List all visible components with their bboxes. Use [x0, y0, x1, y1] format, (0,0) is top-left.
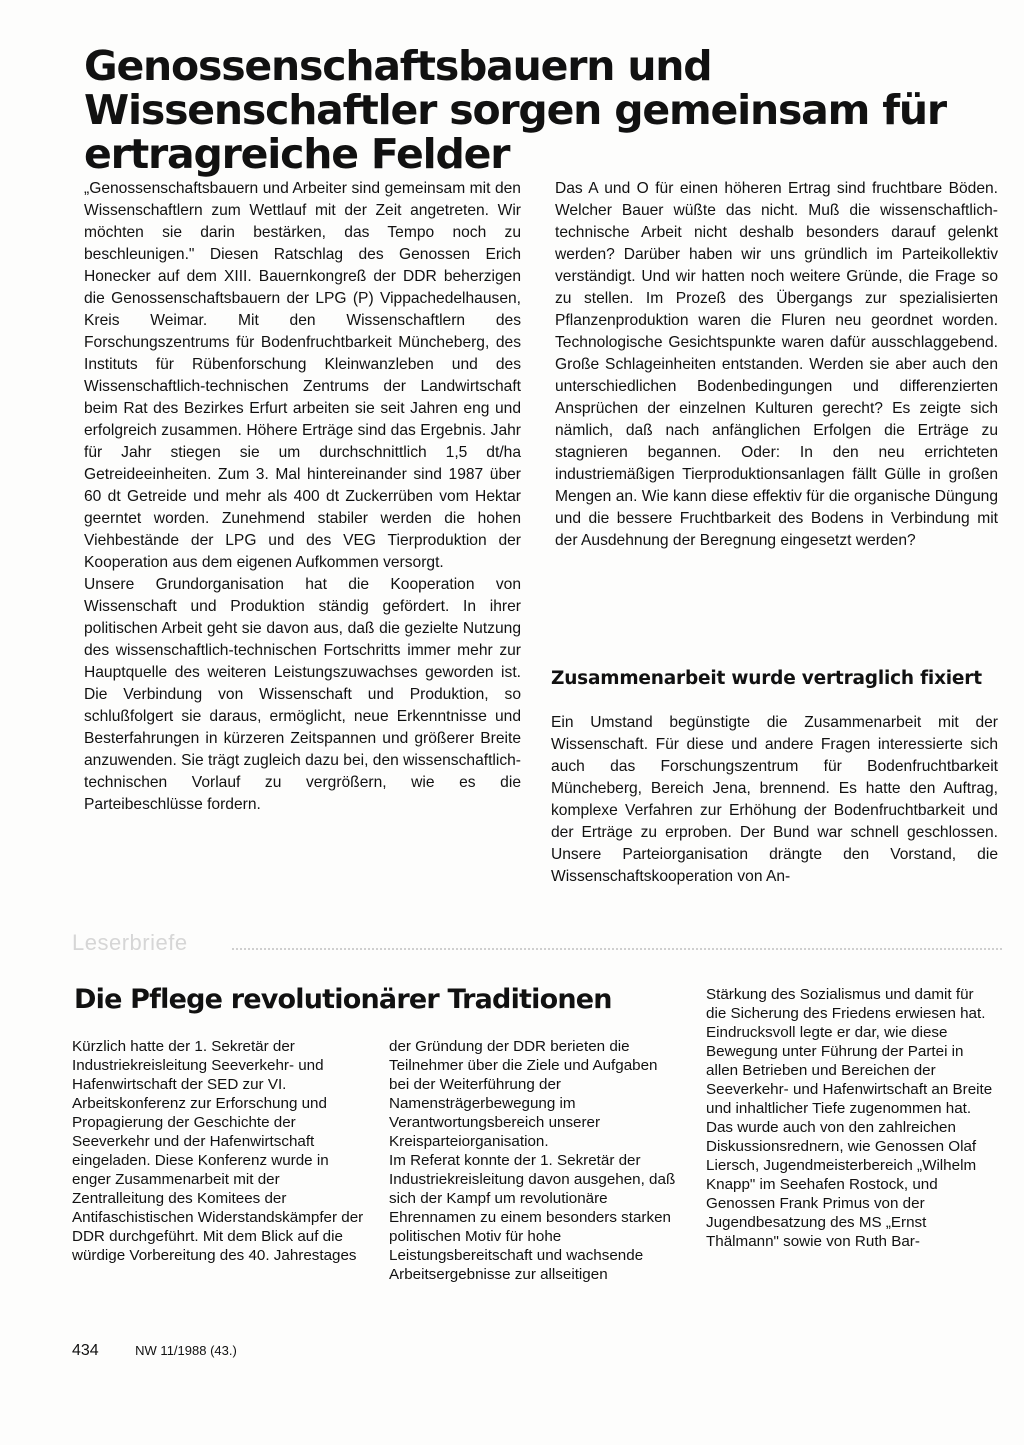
article-column-1 — [84, 178, 521, 816]
paragraph: Im Referat konnte der 1. Sekretär der Industriekreisleitung davon ausgehen, daß sich der Kampf um revolutionäre Ehrennamen zu einem besonders starken politischen Motiv für hohe Leistungsbereitschaft und wachsende Arbeitsergebnisse zur allseitigen — [389, 1152, 676, 1283]
paragraph: „Genossenschaftsbauern und Arbeiter sind gemeinsam mit den Wissenschaftlern zum Wettlauf mit der Zeit angetreten. Wir möchten sie darin bestärken, das Tempo noch zu beschleunigen." Diesen Ratschlag des Genossen Erich Honecker auf dem XIII. Bauernkongreß der DDR beherzigen die Genossenschaftsbauern der LPG (P) Vippachedelhausen, Kreis Weimar. Mit den Wissenschaftlern des Forschungszentrums für Bodenfruchtbarkeit Müncheberg, des Instituts für Rübenforschung Kleinwanzleben und des Wissenschaftlich-technischen Zentrums der Landwirtschaft beim Rat des Bezirkes Erfurt arbeiten sie seit Jahren eng und erfolgreich zusammen. Höhere Erträge sind das Ergebnis. Jahr für Jahr stiegen sie um durchschnittlich 1,5 dt/ha Getreideeinheiten. Zum 3. Mal hintereinander sind 1987 über 60 dt Getreide und mehr als 400 dt Zuckerrüben vom Hektar geerntet worden. Zunehmend stabiler werden die hohen Viehbestände der LPG und des VEG Tierproduktion der Kooperation aus dem eigenen Aufkommen versorgt. — [84, 180, 521, 571]
paragraph: Das wurde auch von den zahlreichen Diskussionsrednern, wie Genossen Olaf Liersch, Jugendmeisterbereich „Wilhelm Knapp" im Seehafen Rostock, und Genossen Frank Primus von der Jugendbesatzung des MS „Ernst Thälmann" sowie von Ruth Bar- — [706, 1119, 977, 1250]
article-subheadline: Zusammenarbeit wurde vertraglich fixiert — [551, 668, 982, 689]
paragraph: Ein Umstand begünstigte die Zusammenarbeit mit der Wissenschaft. Für diese und andere Fragen interessierte sich auch das Forschungszentrum für Bodenfruchtbarkeit Müncheberg, Bereich Jena, brennend. Es hatte den Auftrag, komplexe Verfahren zur Erhöhung der Bodenfruchtbarkeit und der Erträge zu erproben. Der Bund war schnell geschlossen. Unsere Parteiorganisation drängte den Vorstand, die Wissenschaftskooperation von An- — [551, 714, 998, 885]
article-column-2-continued — [551, 712, 998, 888]
letter-headline: Die Pflege revolutionärer Traditionen — [74, 984, 612, 1015]
paragraph: Stärkung des Sozialismus und damit für die Sicherung des Friedens erwiesen hat. Eindrucksvoll legte er dar, wie diese Bewegung unter Führung der Partei in allen Betrieben und Bereichen der Seeverkehr- und Hafenwirtschaft an Breite und inhaltlicher Tiefe zugenommen hat. — [706, 986, 993, 1117]
article-headline: Genossenschaftsbauern und Wissenschaftler sorgen gemeinsam für ertragreiche Felder — [84, 42, 946, 178]
paragraph: Unsere Grundorganisation hat die Kooperation von Wissenschaft und Produktion ständig gefördert. In ihrer politischen Arbeit geht sie davon aus, daß die gezielte Nutzung des wissenschaftlich-technischen Fortschritts immer mehr zur Hauptquelle des weiteren Leistungszuwachses geworden ist. Die Verbindung von Wissenschaft und Produktion, so schlußfolgert sie daraus, ermöglicht, neue Erkenntnisse und Besterfahrungen in kürzeren Zeitspannen und größerer Breite anzuwenden. Sie trägt zugleich dazu bei, den wissenschaftlich-technischen Vorlauf zu vergrößern, wie es die Parteibeschlüsse fordern. — [84, 576, 521, 813]
letter-column-1 — [72, 1037, 364, 1265]
issue-reference: NW 11/1988 (43.) — [135, 1343, 237, 1358]
section-divider — [232, 948, 1002, 950]
letter-column-2 — [389, 1037, 679, 1284]
page-number: 434 — [72, 1342, 99, 1359]
section-label: Leserbriefe — [72, 930, 188, 955]
paragraph: der Gründung der DDR berieten die Teilnehmer über die Ziele und Aufgaben bei der Weiterführung der Namensträgerbewegung im Verantwortungsbereich unserer Kreisparteiorganisation. — [389, 1038, 658, 1150]
paragraph: Kürzlich hatte der 1. Sekretär der Industriekreisleitung Seeverkehr- und Hafenwirtschaft der SED zur VI. Arbeitskonferenz zur Erforschung und Propagierung der Geschichte der Seeverkehr und der Hafenwirtschaft eingeladen. Diese Konferenz wurde in enger Zusammenarbeit mit der Zentralleitung des Komitees der Antifaschistischen Widerstandskämpfer der DDR durchgeführt. Mit dem Blick auf die würdige Vorbereitung des 40. Jahrestages — [72, 1038, 364, 1264]
letter-column-3 — [706, 985, 996, 1251]
page-footer — [72, 1342, 237, 1360]
article-column-2 — [555, 178, 998, 552]
paragraph: Das A und O für einen höheren Ertrag sind fruchtbare Böden. Welcher Bauer wüßte das nicht. Muß die wissenschaftlich-technische Arbeit nicht deshalb besonders darauf gelenkt werden? Darüber haben wir uns gründlich im Parteikollektiv verständigt. Und wir hatten noch weitere Gründe, die Frage so zu stellen. Im Prozeß des Übergangs zur spezialisierten Pflanzenproduktion waren die Fluren neu geordnet worden. Technologische Gesichtspunkte waren dafür ausschlaggebend. Große Schlageinheiten entstanden. Werden sie aber auch den unterschiedlichen Bodenbedingungen und differenzierten Ansprüchen der einzelnen Kulturen gerecht? Es zeigte sich nämlich, daß nach anfänglichen Erfolgen die Erträge zu stagnieren begannen. Oder: In den neu errichteten industriemäßigen Tierproduktionsanlagen fällt Gülle in großen Mengen an. Wie kann diese effektiv für die organische Düngung und die bessere Fruchtbarkeit des Bodens in Verbindung mit der Ausdehnung der Beregnung eingesetzt werden? — [555, 180, 998, 549]
